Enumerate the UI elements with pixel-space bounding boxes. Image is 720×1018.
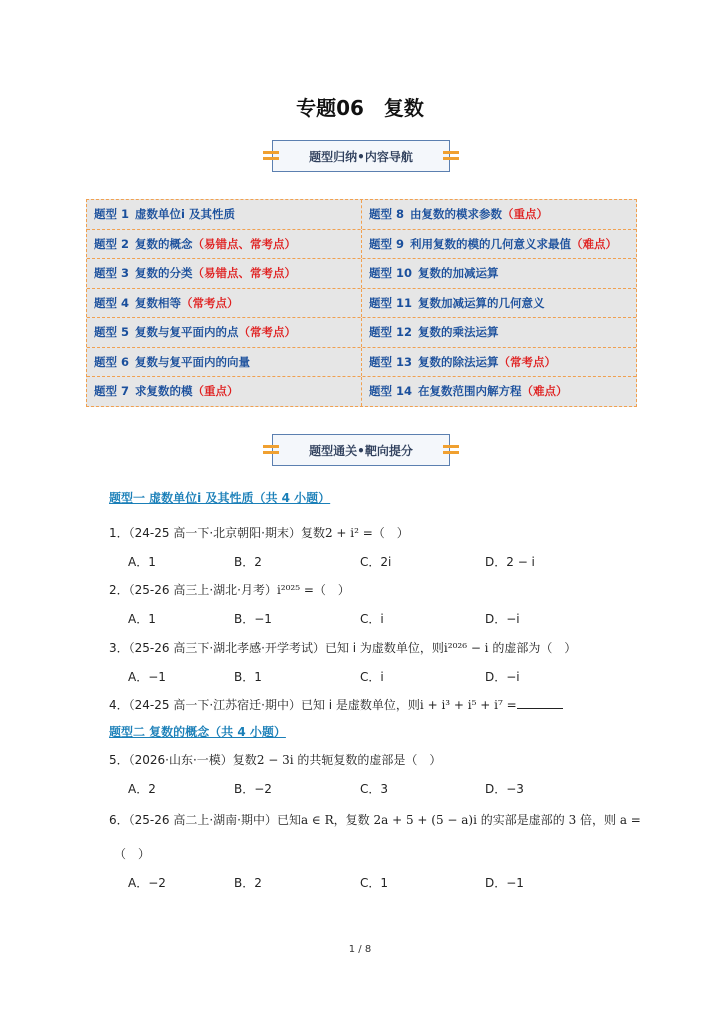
toc-item-label: 复数的概念 [135, 236, 193, 251]
toc-item-tag: （常考点） [238, 325, 297, 340]
question-3: 3．（25-26 高三下·湖北孝感·开学考试）已知 i 为虚数单位，则i²⁰²⁶ − i 的虚部为（ ） [109, 641, 577, 655]
toc-item[interactable] [87, 200, 362, 229]
toc-item-label: 复数的加减运算 [418, 266, 499, 281]
toc-item-tag: （易错点、常考点） [192, 236, 297, 251]
option-a: A．1 [128, 555, 156, 569]
question-4: 4．（24-25 高一下·江苏宿迁·期中）已知 i 是虚数单位，则i + i³ + i⁵ + i⁷ = [109, 696, 563, 713]
toc-item-label: 复数相等 [135, 295, 182, 310]
toc-item-number: 题型 14 [369, 384, 413, 399]
toc-item[interactable] [362, 230, 636, 259]
toc-item[interactable] [362, 200, 636, 229]
option-a: A．−1 [128, 670, 166, 684]
toc-item-tag: （难点） [521, 384, 568, 399]
banner-practice [272, 434, 450, 466]
toc-row [87, 289, 636, 319]
toc-item-label: 复数的乘法运算 [418, 325, 499, 340]
toc-item-tag: （重点） [502, 207, 549, 222]
question-5: 5．（2026·山东·一模）复数2 − 3i 的共轭复数的虚部是（ ） [109, 753, 442, 767]
option-d: D．−i [485, 612, 520, 626]
question-6-cont: （ ） [114, 847, 151, 861]
option-c: C．i [360, 670, 384, 684]
toc-item-label: 复数与复平面内的点 [135, 325, 239, 340]
section-heading-2: 题型二 复数的概念（共 4 小题） [109, 725, 286, 739]
toc-item-number: 题型 11 [369, 295, 413, 310]
option-b: B．2 [234, 876, 262, 890]
toc-item[interactable] [362, 318, 636, 347]
toc-item[interactable] [87, 230, 362, 259]
toc-row [87, 348, 636, 378]
toc-item-tag: （难点） [571, 236, 618, 251]
toc-item[interactable] [87, 289, 362, 318]
toc-table [86, 199, 637, 407]
toc-item-label: 求复数的模 [135, 384, 193, 399]
section-heading-1: 题型一 虚数单位i 及其性质（共 4 小题） [109, 491, 331, 505]
toc-item-number: 题型 6 [94, 354, 130, 369]
toc-item-number: 题型 13 [369, 354, 413, 369]
banner-deco-icon [263, 443, 279, 457]
toc-item-number: 题型 8 [369, 207, 405, 222]
toc-item-number: 题型 1 [94, 207, 130, 222]
toc-item-tag: （常考点） [498, 354, 557, 369]
option-c: C．2i [360, 555, 392, 569]
toc-item[interactable] [362, 348, 636, 377]
toc-item-number: 题型 12 [369, 325, 413, 340]
option-d: D．−1 [485, 876, 524, 890]
toc-item-label: 复数的分类 [135, 266, 193, 281]
toc-item-number: 题型 3 [94, 266, 130, 281]
option-a: A．−2 [128, 876, 166, 890]
toc-item[interactable] [87, 259, 362, 288]
option-c: C．3 [360, 782, 389, 796]
toc-item-tag: （重点） [192, 384, 239, 399]
question-2: 2．（25-26 高三上·湖北·月考）i²⁰²⁵ =（ ） [109, 583, 350, 597]
banner-toc [272, 140, 450, 172]
option-a: A．1 [128, 612, 156, 626]
option-c: C．1 [360, 876, 389, 890]
option-d: D．−3 [485, 782, 524, 796]
question-1: 1．（24-25 高一下·北京朝阳·期末）复数2 + i² =（ ） [109, 526, 409, 540]
toc-item-number: 题型 5 [94, 325, 130, 340]
option-d: D．−i [485, 670, 520, 684]
toc-row [87, 318, 636, 348]
option-b: B．2 [234, 555, 262, 569]
toc-item-label: 在复数范围内解方程 [418, 384, 522, 399]
banner-deco-icon [443, 149, 459, 163]
toc-item[interactable] [87, 377, 362, 406]
banner-deco-icon [443, 443, 459, 457]
page-title: 专题06 复数 [296, 96, 424, 120]
toc-item-tag: （易错点、常考点） [192, 266, 297, 281]
toc-item[interactable] [362, 259, 636, 288]
option-b: B．1 [234, 670, 262, 684]
option-b: B．−2 [234, 782, 272, 796]
toc-item-number: 题型 7 [94, 384, 130, 399]
toc-item-label: 复数与复平面内的向量 [135, 354, 251, 369]
toc-item-number: 题型 10 [369, 266, 413, 281]
toc-item-number: 题型 4 [94, 295, 130, 310]
toc-item[interactable] [362, 289, 636, 318]
toc-item[interactable] [87, 318, 362, 347]
toc-item-number: 题型 2 [94, 236, 130, 251]
toc-row [87, 259, 636, 289]
option-d: D．2 − i [485, 555, 535, 569]
option-b: B．−1 [234, 612, 272, 626]
option-c: C．i [360, 612, 384, 626]
toc-row [87, 200, 636, 230]
toc-item-number: 题型 9 [369, 236, 405, 251]
toc-item-tag: （常考点） [181, 295, 239, 310]
banner-label: 题型归纳•内容导航 [309, 149, 413, 164]
page-number: 1 / 8 [348, 944, 372, 955]
banner-deco-icon [263, 149, 279, 163]
toc-item-label: 虚数单位i 及其性质 [135, 207, 235, 222]
toc-item-label: 复数加减运算的几何意义 [418, 295, 545, 310]
toc-item-label: 利用复数的模的几何意义求最值 [410, 236, 572, 251]
toc-item[interactable] [87, 348, 362, 377]
toc-item-label: 由复数的模求参数 [410, 207, 503, 222]
toc-row [87, 230, 636, 260]
toc-item-label: 复数的除法运算 [418, 354, 499, 369]
banner-label: 题型通关•靶向提分 [309, 443, 413, 458]
toc-row [87, 377, 636, 406]
answer-blank[interactable] [517, 698, 563, 709]
question-6: 6．（25-26 高二上·湖南·期中）已知a ∈ R，复数 2a + 5 + (5 − a)i 的实部是虚部的 3 倍，则 a = [109, 813, 641, 827]
option-a: A．2 [128, 782, 156, 796]
toc-item[interactable] [362, 377, 636, 406]
